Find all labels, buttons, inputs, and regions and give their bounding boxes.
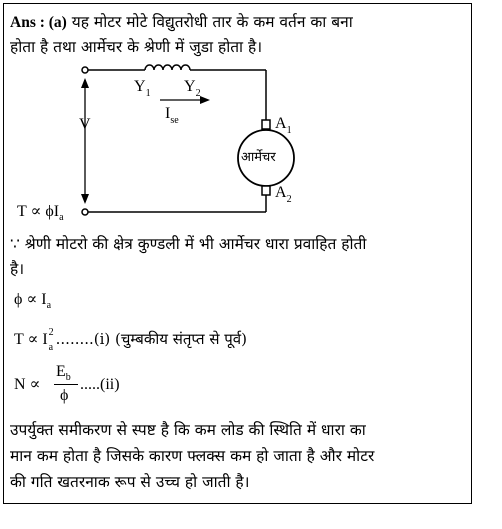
y2-label: $Y_2$	[184, 78, 201, 99]
current-arrow-head	[200, 96, 210, 104]
because-line-1: ∵ श्रेणी मोटरो की क्षेत्र कुण्डली में भी आर्मेचर धारा प्रवाहित होती	[10, 235, 367, 253]
voltage-label: V	[79, 116, 91, 133]
speed-fraction-bar	[54, 384, 78, 385]
brush-a1	[262, 120, 270, 129]
speed-prefix: N ∝	[14, 376, 41, 393]
terminal-top	[82, 67, 88, 73]
terminal-bottom	[82, 209, 88, 215]
a2-label: $A_2$	[275, 184, 292, 205]
conclusion-line-2: मान कम होता है जिसके कारण फ्लक्स कम हो जाता है और मोटर	[10, 447, 375, 465]
conclusion-line-1: उपर्युक्त समीकरण से स्पष्ट है कि कम लोड की स्थिति में धारा का	[10, 421, 366, 439]
answer-label: Ans : (a)	[10, 14, 67, 31]
ise-label: $I_{se}$	[165, 105, 179, 126]
intro-text-2: होता है तथा आर्मेचर के श्रेणी में जुडा होता है।	[10, 38, 263, 56]
flux-current-eq: $\phi \propto I_a$	[14, 291, 52, 311]
speed-denominator: ϕ	[60, 387, 69, 404]
a1-label: $A_1$	[275, 115, 292, 136]
series-field-coil	[145, 65, 190, 70]
torque-current-squared-eq: T ∝ I 2 a ........(i) (चुम्बकीय संतृप्त से पूर्व)	[14, 327, 247, 353]
conclusion-line-3: की गति खतरनाक रूप से उच्च हो जाती है।	[10, 473, 250, 491]
armature-label: आर्मेचर	[241, 150, 276, 165]
speed-numerator: $E_b$	[56, 363, 71, 383]
intro-text-1: यह मोटर मोटे विद्युतरोधी तार के कम वर्तन का बना	[71, 13, 353, 31]
voltage-arrow-head-down	[81, 194, 89, 204]
speed-eq-number: .....(ii)	[80, 376, 120, 393]
torque-flux-current-eq: $T \propto \phi I_a$	[17, 203, 64, 223]
y1-label: $Y_1$	[134, 78, 151, 99]
because-line-2: है।	[10, 260, 25, 278]
brush-a2	[262, 186, 270, 195]
voltage-arrow-head-up	[81, 78, 89, 88]
